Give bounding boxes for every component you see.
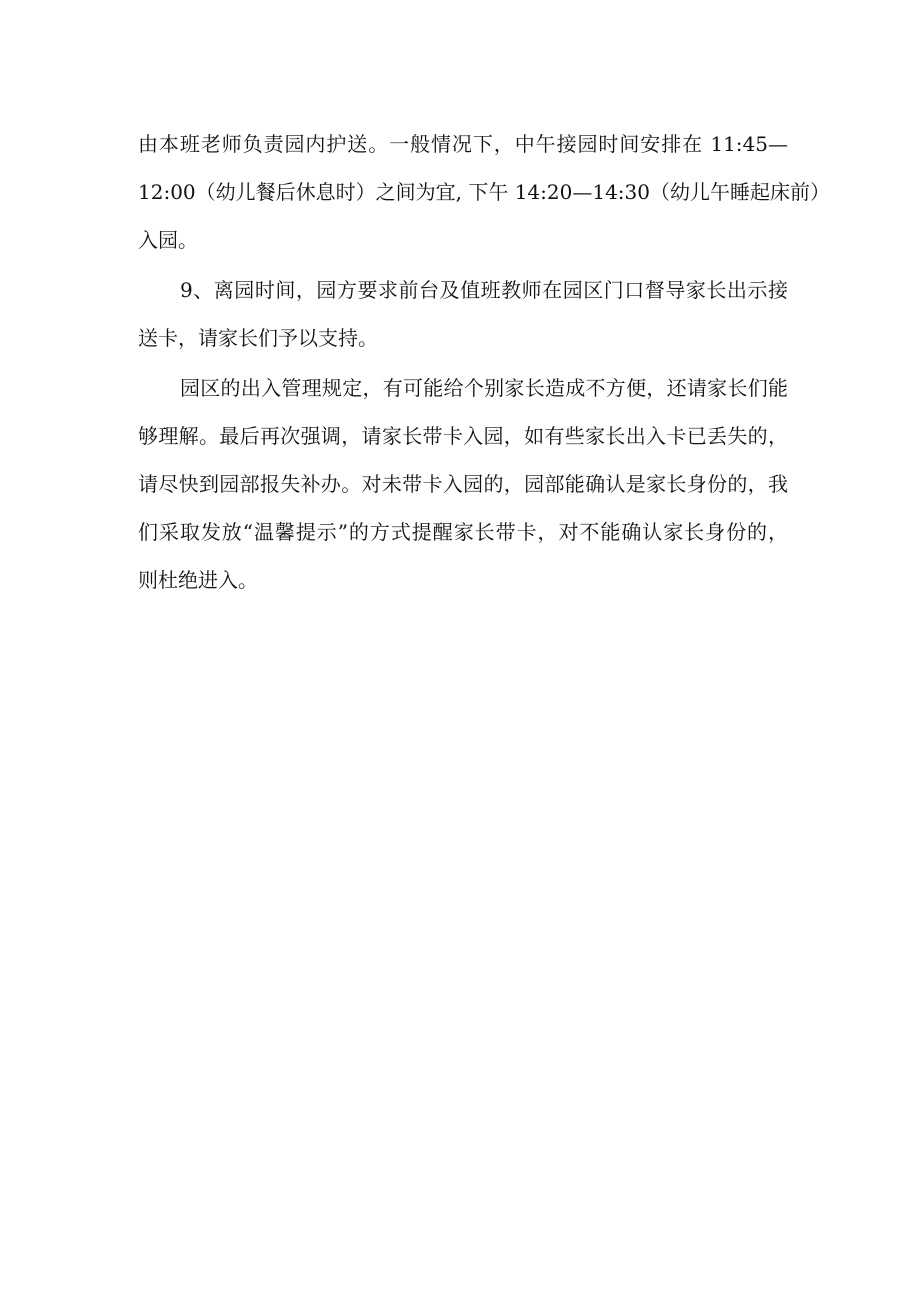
text-line: 则杜绝进入。 xyxy=(138,568,258,592)
text-line: 请尽快到园部报失补办。对未带卡入园的，园部能确认是家长身份的，我 xyxy=(138,472,788,496)
paragraph-pickup-times xyxy=(138,120,830,264)
text-line: 够理解。最后再次强调，请家长带卡入园，如有些家长出入卡已丢失的， xyxy=(138,424,788,448)
text-line: 12:00（幼儿餐后休息时）之间为宜, 下午 14:20—14:30（幼儿午睡起床前） xyxy=(138,180,830,204)
text-line: 9、离园时间，园方要求前台及值班教师在园区门口督导家长出示接 xyxy=(180,278,788,302)
text-line: 们采取发放“温馨提示”的方式提醒家长带卡，对不能确认家长身份的， xyxy=(138,520,788,544)
text-line: 入园。 xyxy=(138,228,198,252)
document-body xyxy=(138,120,830,604)
text-line: 送卡，请家长们予以支持。 xyxy=(138,326,378,350)
text-line: 由本班老师负责园内护送。一般情况下，中午接园时间安排在 11:45— xyxy=(138,132,788,156)
text-line: 园区的出入管理规定，有可能给个别家长造成不方便，还请家长们能 xyxy=(180,376,788,400)
paragraph-access-management xyxy=(138,364,788,604)
paragraph-departure-time xyxy=(138,266,788,362)
